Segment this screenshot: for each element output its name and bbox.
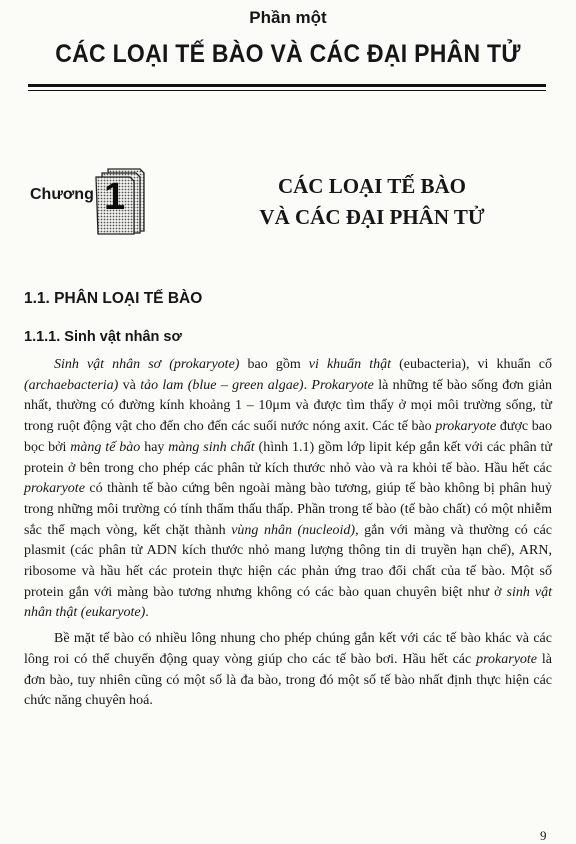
text-run: , gắn với màng và thường có các plasmit (các phân tử ADN kích thước nhỏ mang lượng thông tin di truyền hạn chế), ARN, ribosome và hầu hết các protein thực hiện các phản ứng trao đổi chất của tế bào. Một số protein gắn với màng bào tương nhưng không có các bào quan chuyên biệt như ở bbox=[24, 522, 552, 600]
text-run: Bề mặt tế bào có nhiều lông nhung cho phép chúng gắn kết với các tế bào khác và các lông roi có thể chuyển động quay vòng giúp cho các tế bào bơi. Hầu hết các bbox=[24, 631, 552, 667]
paragraph bbox=[24, 629, 552, 712]
part-label: Phần một bbox=[249, 8, 327, 27]
chapter-title-line-1: CÁC LOẠI TẾ BÀO bbox=[277, 174, 467, 198]
text-run: và bbox=[118, 377, 141, 393]
text-run: là những tế bào sống đơn giản nhất, thường có đường kính khoảng 1 – 10μm và được tìm thấy ở mọi môi trường sống, từ trong ruột động vật cho đến cho đến các suối nước nóng axit. Các tế bào bbox=[24, 377, 553, 435]
body-text bbox=[24, 355, 552, 712]
italic-term: prokaryote bbox=[476, 651, 538, 667]
part-title: CÁC LOẠI TẾ BÀO VÀ CÁC ĐẠI PHÂN TỬ bbox=[55, 40, 521, 68]
title-rule-thick bbox=[28, 84, 546, 87]
text-run: (hình 1.1) gồm lớp lipit kép gắn kết với các phân tử protein ở bên trong cho phép các phân tử kích thước nhỏ vào và ra khỏi tế bào. Hầu hết các bbox=[24, 439, 552, 476]
italic-term: prokaryote bbox=[435, 419, 497, 435]
italic-term: Sinh vật nhân sơ (prokaryote) bbox=[54, 357, 240, 372]
italic-term: vi khuẩn thật bbox=[308, 357, 392, 372]
subsection-heading: 1.1.1. Sinh vật nhân sơ bbox=[24, 329, 182, 345]
text-run: (eubacteria), vi khuẩn cổ bbox=[391, 357, 552, 372]
text-run: được bao bọc bởi bbox=[24, 419, 552, 455]
text-run: có thành tế bào cứng bên ngoài màng bào tương, giúp tế bào không bị phân huỷ trong những môi trường có tính thẩm thấu thấp. Phần trong tế bào (tế bào chất) có một nhiễm sắc thể mạch vòng, kết chặt thành bbox=[24, 481, 552, 538]
paragraph bbox=[24, 355, 552, 624]
chapter-label: Chương bbox=[30, 186, 94, 203]
title-rule-thin bbox=[28, 90, 546, 91]
chapter-number: 1 bbox=[104, 176, 126, 218]
section-heading: 1.1. PHÂN LOẠI TẾ BÀO bbox=[24, 290, 203, 307]
text-run: là đơn bào, tuy nhiên cũng có một số là đa bào, trong đó một số tế bào nhất định thực hiện các chức năng chuyên hoá. bbox=[24, 651, 553, 709]
italic-term: tảo lam bbox=[140, 377, 184, 393]
text-run: hay bbox=[140, 439, 169, 455]
italic-term: (archaebacteria) bbox=[24, 377, 119, 393]
chapter-title-line-2: VÀ CÁC ĐẠI PHÂN TỬ bbox=[259, 205, 485, 229]
text-run: . bbox=[145, 605, 149, 621]
italic-term: sinh vật nhân thật (eukaryote) bbox=[24, 584, 552, 621]
italic-term: Prokaryote bbox=[311, 377, 374, 393]
italic-term: màng sinh chất bbox=[168, 439, 255, 455]
text-run: bao gồm bbox=[239, 357, 309, 372]
chapter-title bbox=[222, 171, 522, 233]
italic-term: prokaryote bbox=[24, 481, 85, 497]
text-run: . bbox=[303, 377, 312, 393]
italic-term: màng tế bào bbox=[70, 439, 141, 455]
italic-term: (blue – green algae) bbox=[187, 377, 304, 393]
page-number: 9 bbox=[540, 828, 547, 843]
italic-term: vùng nhân (nucleoid) bbox=[231, 522, 356, 538]
